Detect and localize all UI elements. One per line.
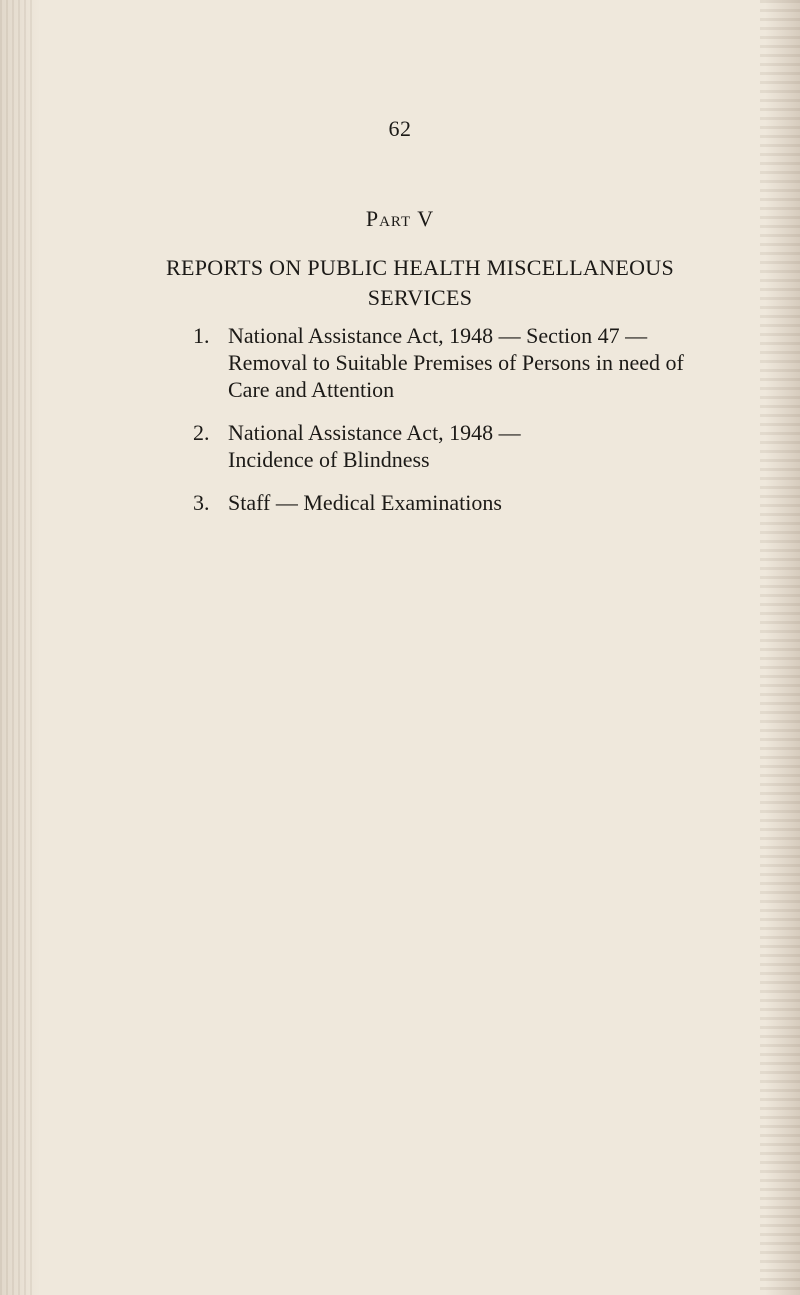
- part-title: Part V: [365, 206, 435, 231]
- contents-item-3: [193, 489, 773, 516]
- contents-item-2: [193, 419, 773, 473]
- contents-item-text: National Assistance Act, 1948 — Incidence of Blindness: [228, 420, 521, 472]
- section-heading: REPORTS ON PUBLIC HEALTH MISCELLANEOUS SERVICES: [166, 255, 674, 310]
- contents-item-1: [193, 322, 773, 403]
- page-number: 62: [388, 116, 412, 141]
- contents-item-number: 2.: [193, 420, 210, 445]
- page-right-edge: [760, 0, 800, 1295]
- contents-list: [193, 322, 773, 532]
- contents-item-text: National Assistance Act, 1948 — Section 47 — Removal to Suitable Premises of Persons in need of Care and Attention: [228, 323, 684, 402]
- contents-item-number: 1.: [193, 323, 210, 348]
- contents-item-number: 3.: [193, 490, 210, 515]
- page-left-edge: [0, 0, 36, 1295]
- contents-item-text: Staff — Medical Examinations: [228, 490, 502, 515]
